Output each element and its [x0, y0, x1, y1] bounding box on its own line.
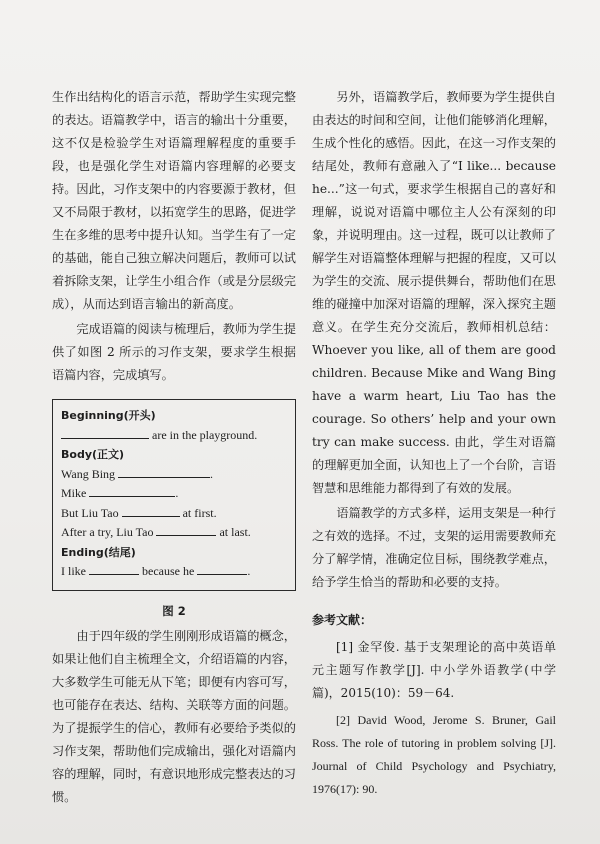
scaffold-beginning-label: Beginning(开头): [61, 409, 156, 422]
scaffold-body-line-2: Mike .: [61, 486, 179, 500]
blank-line: [61, 426, 149, 439]
left-paragraph-2: 完成语篇的阅读与梳理后，教师为学生提供了如图 2 所示的习作支架，要求学生根据语篇内容，完成填写。: [52, 322, 296, 382]
right-paragraph-2: 语篇教学的方式多样，运用支架是一种行之有效的选择。不过，支架的运用需要教师充分了解学情，准确定位目标，围绕教学难点，给予学生恰当的帮助和必要的支持。: [312, 506, 556, 589]
left-paragraph-3: 由于四年级的学生刚刚形成语篇的概念，如果让他们自主梳理全文，介绍语篇的内容，大多数学生可能无从下笔；即便有内容可写，也可能存在表达、结构、关联等方面的问题。为了提振学生的信心，教师有必要给予类似的习作支架，帮助他们完成输出，强化对语篇内容的理解，同时，有意识地形成完整表达的习惯。: [52, 628, 296, 804]
scaffold-body-line-4: After a try, Liu Tao at last.: [61, 525, 251, 539]
reference-2: [2] David Wood, Jerome S. Bruner, Gail Ross. The role of tutoring in problem solving [J]. Journal of Child Psychology and Psychiatry, 1976(17): 90.: [312, 713, 556, 796]
blank-line: [89, 484, 175, 497]
blank-line: [122, 504, 180, 517]
right-paragraph-1: 另外，语篇教学后，教师要为学生提供自由表达的时间和空间，让他们能够消化理解，生成个性化的感悟。因此，在这一习作支架的结尾处，教师有意融入了“I like... because he...”这一句式，要求学生根据自己的喜好和理解，说说对语篇中哪位主人公有深刻的印象，并说明理由。这一过程，既可以让教师了解学生对语篇整体理解与把握的程度，又可以为学生的交流、展示提供舞台，帮助他们在思维的碰撞中加深对语篇的理解，深入探究主题意义。在学生充分交流后，教师相机总结：Whoever you like, all of them are good children. Because Mike and Wang Bing have a warm heart, Liu Tao has the courage. So others’ help and your own try can make success. 由此，学生对语篇的理解更加全面，认知也上了一个台阶，言语智慧和思维能力都得到了有效的发展。: [312, 90, 556, 495]
scaffold-ending-line: I like because he .: [61, 564, 251, 578]
blank-line: [89, 562, 139, 575]
scaffold-body-line-3: But Liu Tao at first.: [61, 505, 217, 520]
writing-scaffold-box: [52, 399, 296, 591]
figure-caption: 图 2: [162, 603, 186, 618]
reference-1: [1] 金罕俊. 基于支架理论的高中英语单元主题写作教学[J]. 中小学外语教学(中学篇)，2015(10)：59－64.: [312, 640, 556, 700]
left-column: [52, 86, 296, 809]
blank-line: [156, 523, 216, 536]
scaffold-beginning-line: are in the playground.: [61, 426, 285, 446]
left-paragraph-1: 生作出结构化的语言示范，帮助学生实现完整的表达。语篇教学中，语言的输出十分重要，这不仅是检验学生对语篇理解程度的重要手段，也是强化学生对语篇内容理解的必要支持。因此，习作支架中的内容要源于教材，但又不局限于教材，以拓宽学生的思路，促进学生在多维的思考中提升认知。当学生有了一定的基础，能自己独立解决问题后，教师可以试着拆除支架，让学生小组合作（或是分层级完成），从而达到语言输出的新高度。: [52, 90, 296, 311]
blank-line: [197, 562, 247, 575]
right-column: [312, 86, 556, 801]
scaffold-body-label: Body(正文): [61, 448, 125, 461]
scaffold-body-line-1: Wang Bing .: [61, 466, 214, 481]
blank-line: [118, 465, 210, 478]
references-heading: 参考文献：: [312, 613, 373, 627]
scaffold-ending-label: Ending(结尾): [61, 545, 136, 559]
